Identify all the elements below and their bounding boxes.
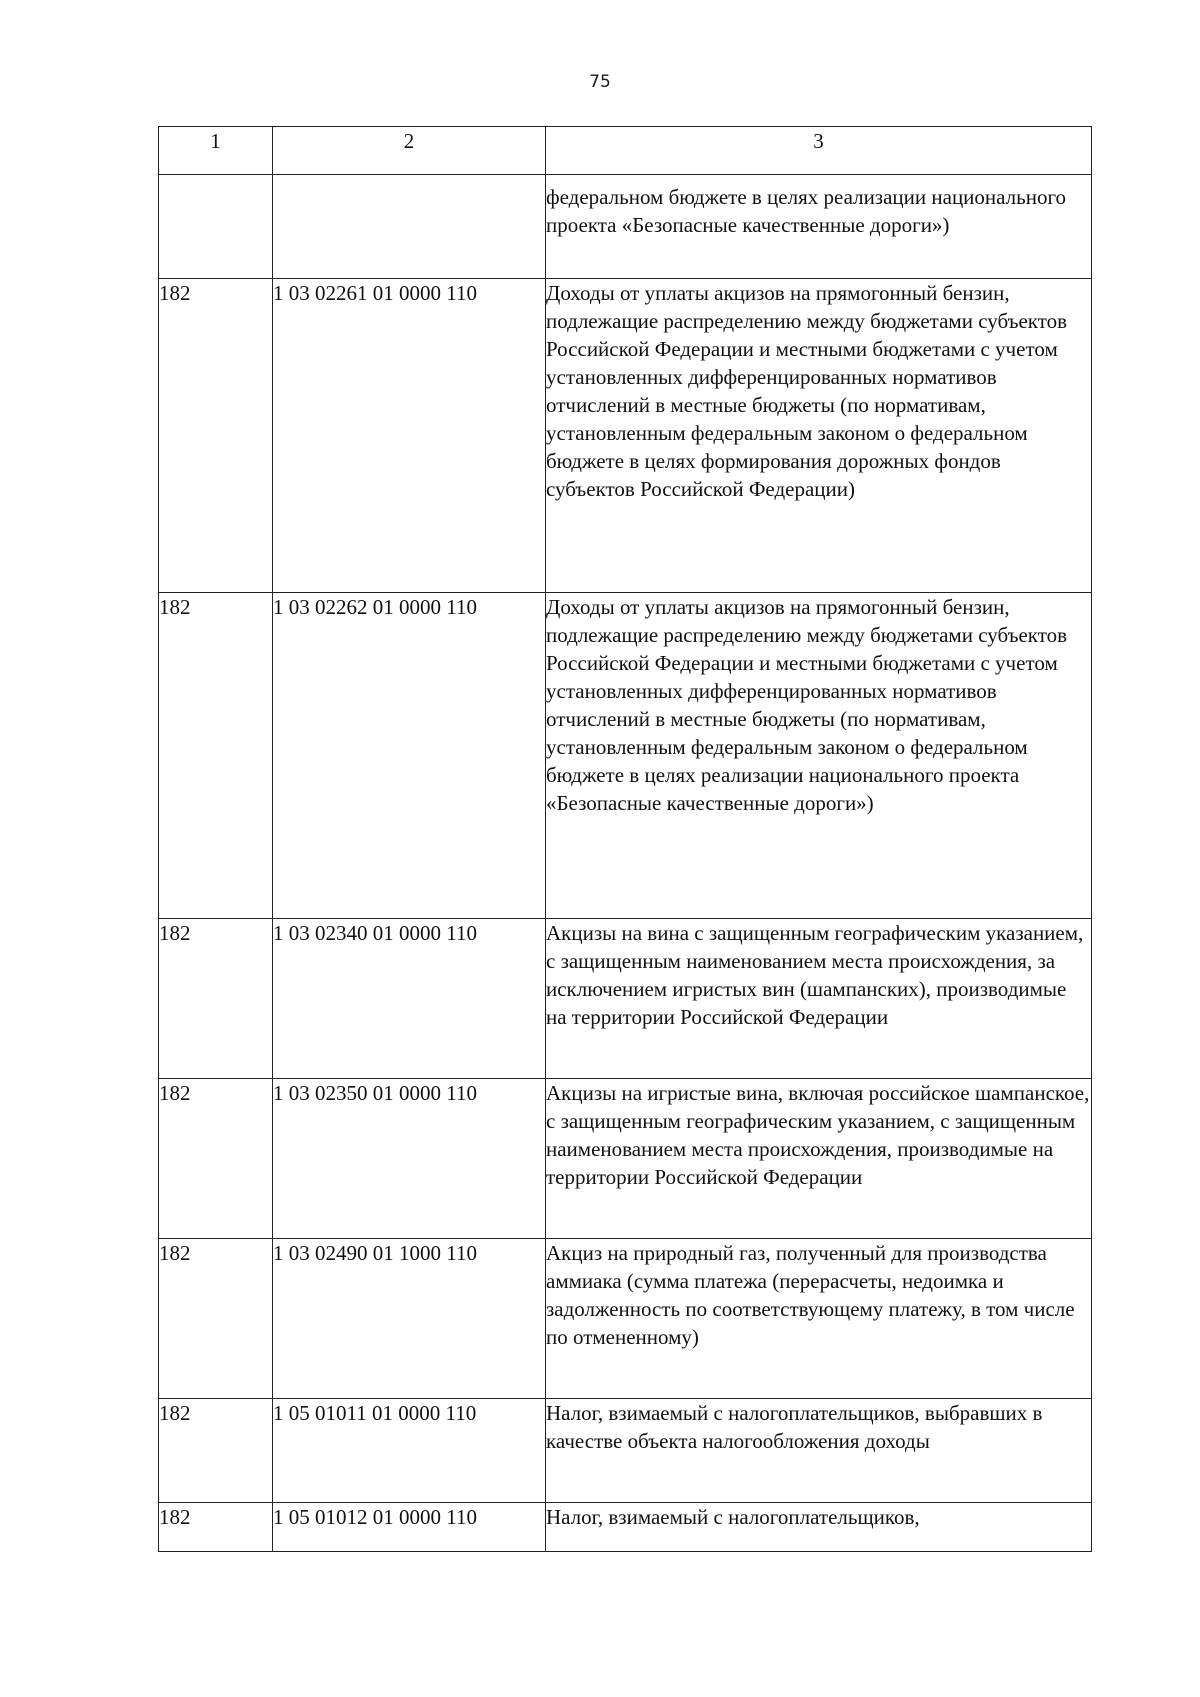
table-row: [159, 593, 1092, 919]
page-number: 75: [589, 72, 611, 92]
table-row: [159, 1503, 1092, 1552]
column-header-1: 1: [159, 127, 273, 175]
admin-code-cell: 182: [159, 1079, 273, 1239]
table-row: [159, 919, 1092, 1079]
admin-code-cell: 182: [159, 1399, 273, 1503]
admin-code-cell: 182: [159, 1503, 273, 1552]
kbk-code-cell: 1 05 01012 01 0000 110: [273, 1503, 546, 1552]
admin-code-cell: [159, 175, 273, 279]
column-header-3: 3: [546, 127, 1092, 175]
table-row: [159, 1239, 1092, 1399]
kbk-code-cell: 1 03 02490 01 1000 110: [273, 1239, 546, 1399]
kbk-code-cell: 1 03 02340 01 0000 110: [273, 919, 546, 1079]
table-row: [159, 175, 1092, 279]
description-cell: Акциз на природный газ, полученный для производства аммиака (сумма платежа (перерасчеты, недоимка и задолженность по соответствующему платежу, в том числе по отмененному): [546, 1239, 1092, 1399]
description-cell: Акцизы на вина с защищенным географическим указанием, с защищенным наименованием места происхождения, за исключением игристых вин (шампанских), производимые на территории Российской Федерации: [546, 919, 1092, 1079]
admin-code-cell: 182: [159, 919, 273, 1079]
admin-code-cell: 182: [159, 279, 273, 593]
table-row: [159, 1079, 1092, 1239]
description-cell: Доходы от уплаты акцизов на прямогонный бензин, подлежащие распределению между бюджетами субъектов Российской Федерации и местными бюджетами с учетом установленных дифференцированных нормативов отчислений в местные бюджеты (по нормативам, установленным федеральным законом о федеральном бюджете в целях формирования дорожных фондов субъектов Российской Федерации): [546, 279, 1092, 593]
revenue-code-table: [158, 126, 1092, 1552]
table-row: [159, 1399, 1092, 1503]
description-cell: Доходы от уплаты акцизов на прямогонный бензин, подлежащие распределению между бюджетами субъектов Российской Федерации и местными бюджетами с учетом установленных дифференцированных нормативов отчислений в местные бюджеты (по нормативам, установленным федеральным законом о федеральном бюджете в целях реализации национального проекта «Безопасные качественные дороги»): [546, 593, 1092, 919]
column-header-2: 2: [273, 127, 546, 175]
admin-code-cell: 182: [159, 1239, 273, 1399]
description-cell: Налог, взимаемый с налогоплательщиков, выбравших в качестве объекта налогообложения доходы: [546, 1399, 1092, 1503]
table-row: [159, 279, 1092, 593]
description-cell: Налог, взимаемый с налогоплательщиков,: [546, 1503, 1092, 1552]
kbk-code-cell: 1 03 02262 01 0000 110: [273, 593, 546, 919]
table-header-row: [159, 127, 1092, 175]
kbk-code-cell: 1 03 02350 01 0000 110: [273, 1079, 546, 1239]
description-cell: Акцизы на игристые вина, включая российское шампанское, с защищенным географическим указанием, с защищенным наименованием места происхождения, производимые на территории Российской Федерации: [546, 1079, 1092, 1239]
admin-code-cell: 182: [159, 593, 273, 919]
kbk-code-cell: 1 05 01011 01 0000 110: [273, 1399, 546, 1503]
kbk-code-cell: 1 03 02261 01 0000 110: [273, 279, 546, 593]
description-cell: федеральном бюджете в целях реализации национального проекта «Безопасные качественные дороги»): [546, 175, 1092, 279]
kbk-code-cell: [273, 175, 546, 279]
